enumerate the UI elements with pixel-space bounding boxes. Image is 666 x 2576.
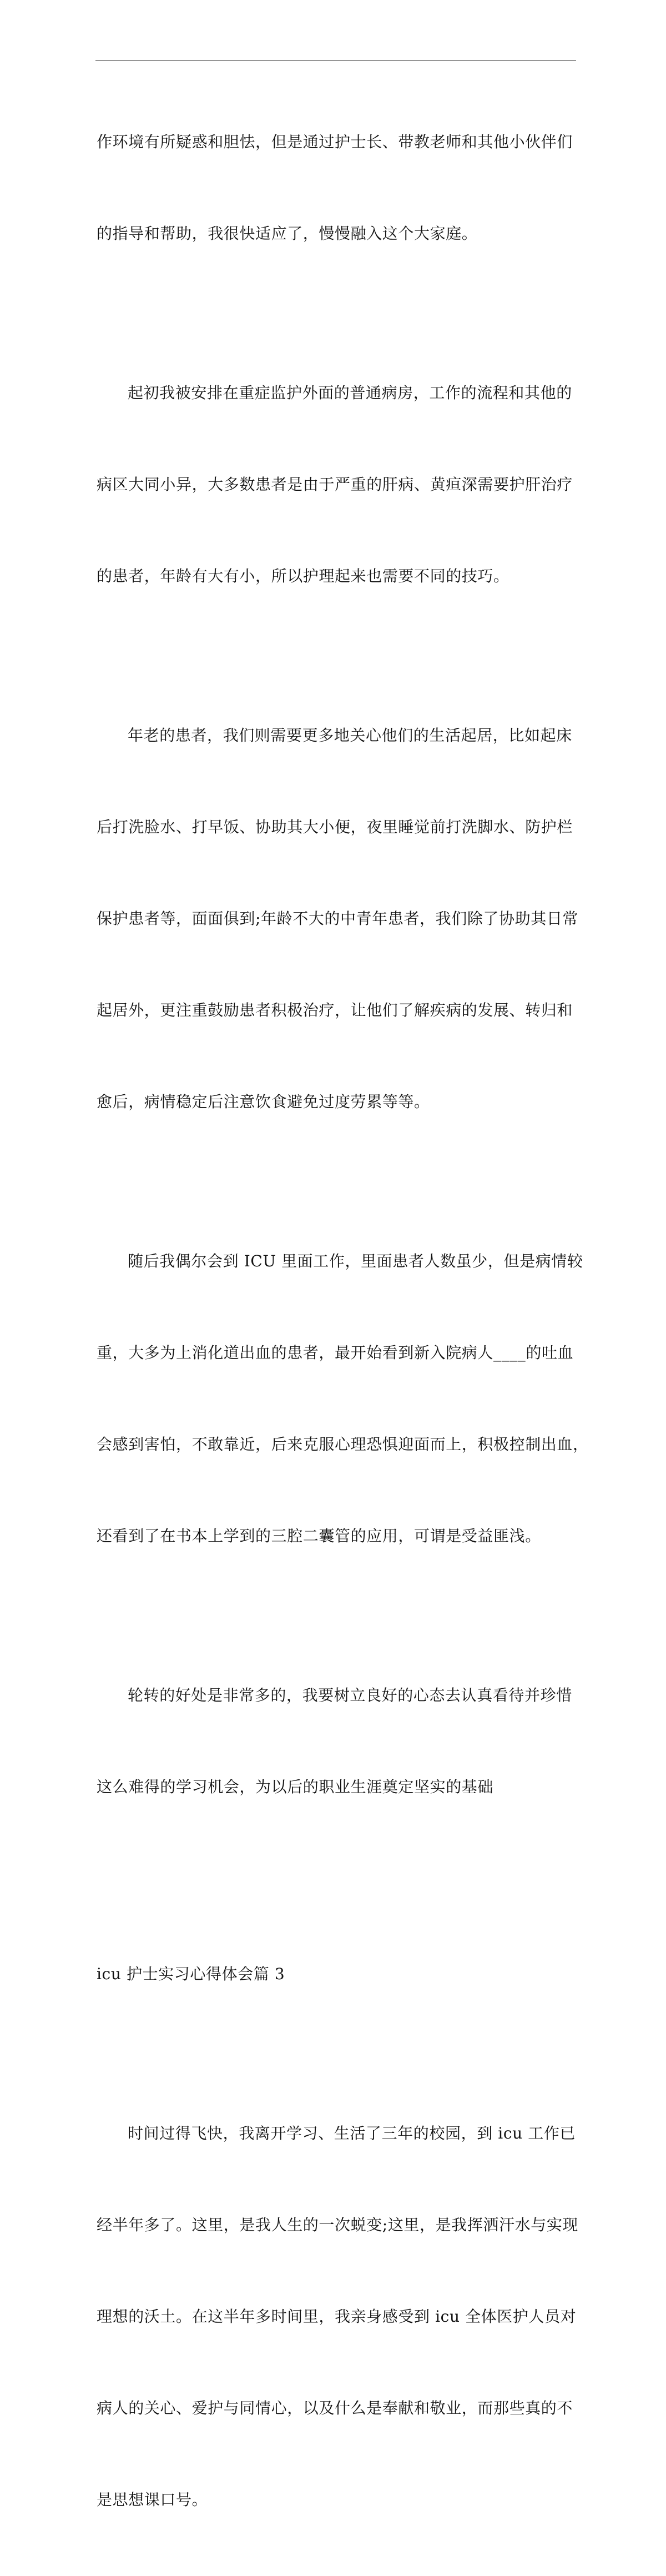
text-line: 起初我被安排在重症监护外面的普通病房，工作的流程和其他的 [128, 384, 572, 402]
text-line: 经半年多了。这里，是我人生的一次蜕变;这里，是我挥洒汗水与实现 [97, 2216, 579, 2234]
text-line: 随后我偶尔会到 ICU 里面工作，里面患者人数虽少，但是病情较 [128, 1252, 583, 1270]
text-line: 病人的关心、爱护与同情心，以及什么是奉献和敬业，而那些真的不 [97, 2399, 573, 2417]
document-body [97, 66, 589, 2576]
text-line: 这么难得的学习机会，为以后的职业生涯奠定坚实的基础 [97, 1778, 494, 1796]
text-line: 的指导和帮助，我很快适应了，慢慢融入这个大家庭。 [97, 224, 478, 243]
text-line: 后打洗脸水、打早饭、协助其大小便，夜里睡觉前打洗脚水、防护栏 [97, 818, 573, 836]
text-line: 轮转的好处是非常多的，我要树立良好的心态去认真看待并珍惜 [128, 1686, 572, 1704]
paragraph [97, 1619, 577, 1863]
paragraph [97, 2057, 577, 2576]
text-line: 作环境有所疑惑和胆怯，但是通过护士长、带教老师和其他小伙伴们 [97, 133, 573, 151]
paragraph [97, 659, 577, 1178]
section-heading [97, 1898, 577, 2050]
text-line: 病区大同小异，大多数患者是由于严重的肝病、黄疸深需要护肝治疗 [97, 475, 573, 494]
text-line: 理想的沃土。在这半年多时间里，我亲身感受到 icu 全体医护人员对 [97, 2307, 577, 2326]
text-line: 愈后，病情稳定后注意饮食避免过度劳累等等。 [97, 1093, 430, 1111]
text-line: 保护患者等，面面俱到;年龄不大的中青年患者，我们除了协助其日常 [97, 909, 579, 928]
text-line: 的患者，年龄有大有小，所以护理起来也需要不同的技巧。 [97, 567, 509, 585]
paragraph [97, 66, 577, 310]
paragraph [97, 1185, 589, 1612]
text-line: 是思想课口号。 [97, 2491, 208, 2509]
text-line: 还看到了在书本上学到的三腔二囊管的应用，可谓是受益匪浅。 [97, 1527, 541, 1545]
paragraph [97, 316, 577, 652]
text-line: 会感到害怕，不敢靠近，后来克服心理恐惧迎面而上，积极控制出血， [97, 1435, 589, 1453]
text-line: 时间过得飞快，我离开学习、生活了三年的校园，到 icu 工作已 [128, 2124, 576, 2142]
text-line: 年老的患者，我们则需要更多地关心他们的生活起居，比如起床 [128, 726, 572, 744]
text-line: 起居外，更注重鼓励患者积极治疗，让他们了解疾病的发展、转归和 [97, 1001, 573, 1019]
text-line: 重，大多为上消化道出血的患者，最开始看到新入院病人____的吐血 [97, 1344, 574, 1362]
heading-text: icu 护士实习心得体会篇 3 [97, 1965, 285, 1983]
